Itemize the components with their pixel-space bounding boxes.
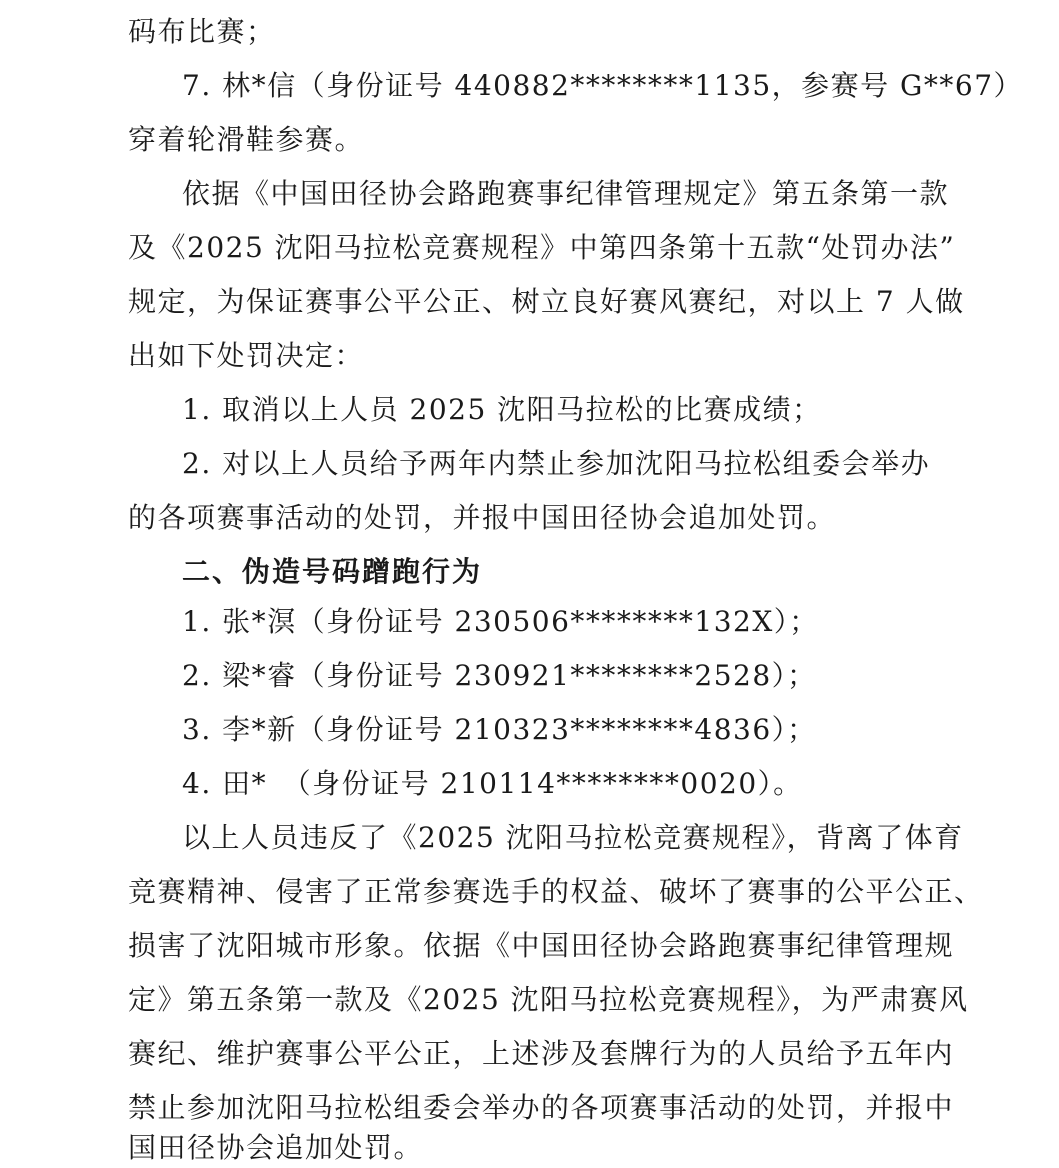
text-line: 依据《中国田径协会路跑赛事纪律管理规定》第五条第一款 [182,177,950,210]
text-line: 竞赛精神、侵害了正常参赛选手的权益、破坏了赛事的公平公正、 [128,875,984,908]
text-line: 码布比赛； [128,15,276,48]
text-line: 规定，为保证赛事公平公正、树立良好赛风赛纪，对以上 7 人做 [128,285,965,318]
text-line: 定》第五条第一款及《2025 沈阳马拉松竞赛规程》，为严肃赛风 [128,983,969,1016]
text-line: 1. 取消以上人员 2025 沈阳马拉松的比赛成绩； [182,393,822,426]
text-line: 的各项赛事活动的处罚，并报中国田径协会追加处罚。 [128,501,837,534]
text-line: 穿着轮滑鞋参赛。 [128,123,365,156]
text-line: 赛纪、维护赛事公平公正，上述涉及套牌行为的人员给予五年内 [128,1037,955,1070]
section-heading: 二、伪造号码蹭跑行为 [182,555,483,588]
text-line: 7. 林*信（身份证号 440882********1135，参赛号 G**67） [182,69,1024,102]
text-line: 及《2025 沈阳马拉松竞赛规程》中第四条第十五款“处罚办法” [128,231,956,264]
text-line: 禁止参加沈阳马拉松组委会举办的各项赛事活动的处罚，并报中 [128,1091,955,1124]
list-item: 2. 梁*睿（身份证号 230921********2528）； [182,659,817,692]
text-line: 出如下处罚决定： [128,339,365,372]
text-line: 损害了沈阳城市形象。依据《中国田径协会路跑赛事纪律管理规 [128,929,955,962]
list-item: 3. 李*新（身份证号 210323********4836）； [182,713,817,746]
text-line: 2. 对以上人员给予两年内禁止参加沈阳马拉松组委会举办 [182,447,931,480]
text-line: 国田径协会追加处罚。 [128,1131,424,1164]
text-line: 以上人员违反了《2025 沈阳马拉松竞赛规程》，背离了体育 [182,821,964,854]
list-item: 1. 张*溟（身份证号 230506********132X）； [182,605,819,638]
list-item: 4. 田* （身份证号 210114********0020）。 [182,767,803,800]
